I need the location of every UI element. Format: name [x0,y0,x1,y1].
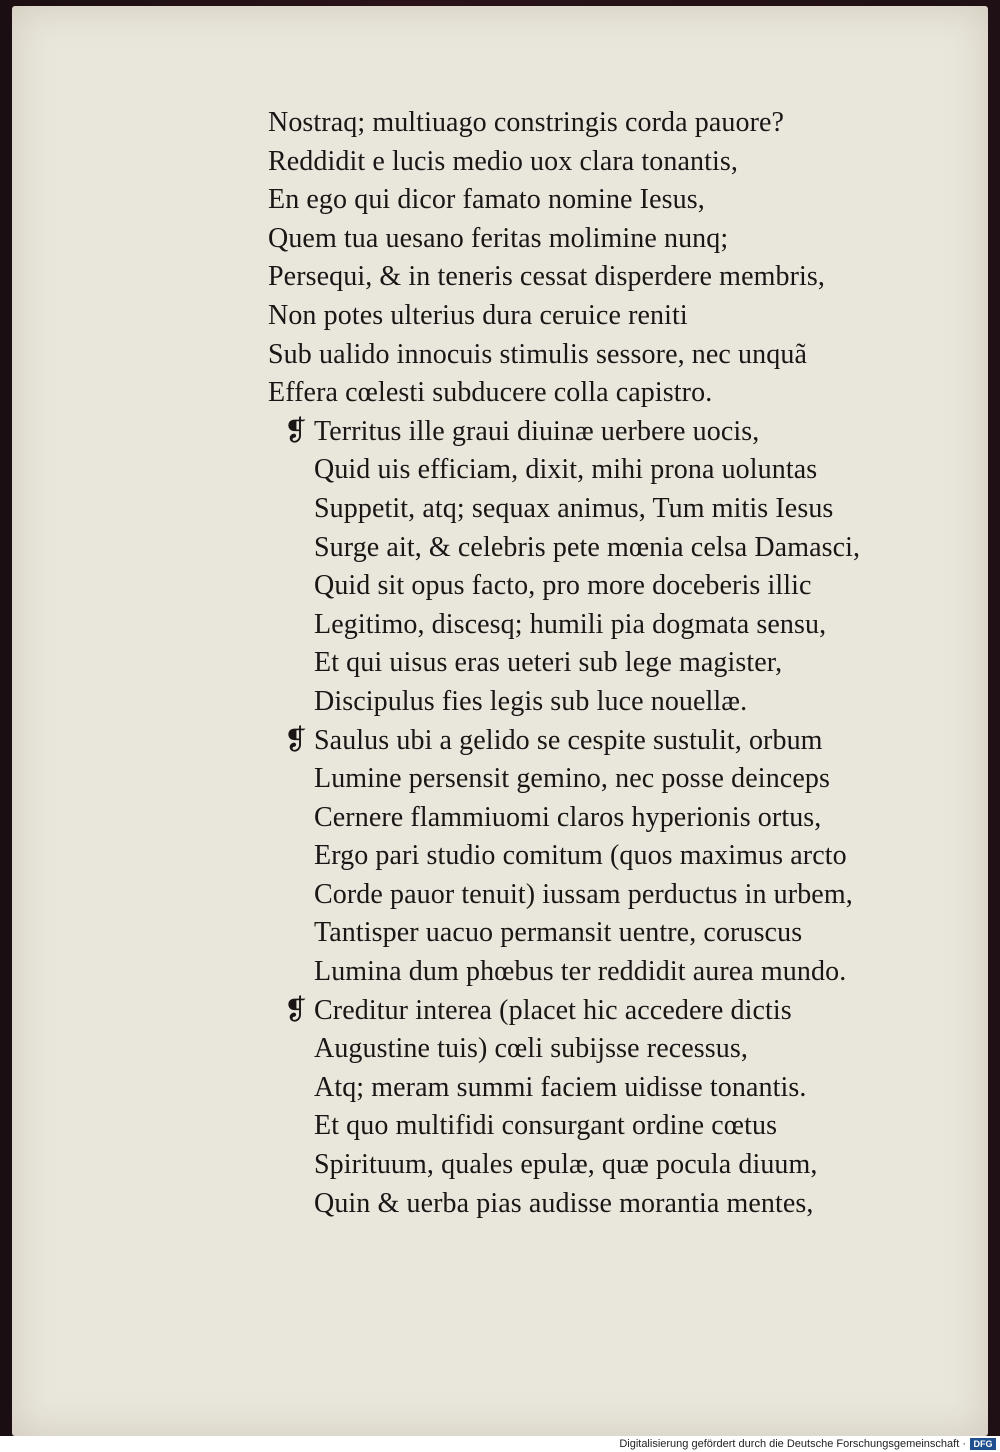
verse-line-29: Quin & uerba pias audisse morantia mentes, [314,1187,814,1219]
verse-line-17 [268,722,928,761]
verse-line-12: Surge ait, & celebris pete mœnia celsa Damasci, [314,531,861,563]
verse-line-20: Ergo pari studio comitum (quos maximus arcto [314,840,847,872]
verse-line-26: Atq; meram summi faciem uidisse tonantis. [314,1071,807,1103]
verse-line-24-text: Creditur interea (placet hic accedere dictis [314,994,792,1026]
verse-line-27: Et quo multifidi consurgant ordine cœtus [314,1110,778,1142]
verse-line-2: Reddidit e lucis medio uox clara tonantis, [268,145,738,177]
verse-line-23: Lumina dum phœbus ter reddidit aurea mundo. [314,956,847,988]
verse-line-10: Quid uis efficiam, dixit, mihi prona uoluntas [314,454,818,486]
verse-line-1: Nostraq; multiuago constringis corda pauore? [268,107,785,138]
verse-line-6: Non potes ulterius dura ceruice reniti [268,299,688,331]
verse-line-15: Et qui uisus eras ueteri sub lege magister, [314,647,783,679]
verse-line-21: Corde pauor tenuit) iussam perductus in urbem, [314,878,853,910]
verse-line-17-text: Saulus ubi a gelido se cespite sustulit, orbum [314,724,823,756]
dfg-logo[interactable]: DFG [970,1438,996,1450]
verse-line-13: Quid sit opus facto, pro more doceberis illic [314,570,812,602]
verse-line-11: Suppetit, atq; sequax animus, Tum mitis Iesus [314,492,834,524]
verse-line-8: Effera cœlesti subducere colla capistro. [268,377,713,409]
verse-line-14: Legitimo, discesq; humili pia dogmata sensu, [314,608,827,640]
footer-credit-text: Digitalisierung gefördert durch die Deutsche Forschungsgemeinschaft · [619,1438,966,1450]
verse-line-19: Cernere flammiuomi claros hyperionis ortus, [314,801,822,833]
verse-block [268,104,928,1223]
verse-line-22: Tantisper uacuo permansit uentre, coruscus [314,917,803,949]
verse-line-25: Augustine tuis) cœli subijsse recessus, [314,1033,748,1065]
verse-line-5: Persequi, & in teneris cessat disperdere membris, [268,261,825,293]
verse-line-28: Spirituum, quales epulæ, quæ pocula diuum, [314,1149,818,1181]
paragraph-mark-icon: ❡ [284,415,308,447]
verse-line-4: Quem tua uesano feritas molimine nunq; [268,222,729,254]
verse-line-9 [268,413,928,452]
verse-line-16: Discipulus fies legis sub luce nouellæ. [314,685,748,717]
verse-line-7: Sub ualido innocuis stimulis sessore, nec unquã [268,338,807,370]
verse-line-9-text: Territus ille graui diuinæ uerbere uocis, [314,415,760,447]
verse-line-3: En ego qui dicor famato nomine Iesus, [268,184,705,216]
verse-line-24 [268,992,928,1031]
paragraph-mark-icon: ❡ [284,724,308,756]
verse-line-18: Lumine persensit gemino, nec posse deinceps [314,763,830,795]
digitization-footer [0,1436,1000,1452]
paragraph-mark-icon: ❡ [284,994,308,1026]
